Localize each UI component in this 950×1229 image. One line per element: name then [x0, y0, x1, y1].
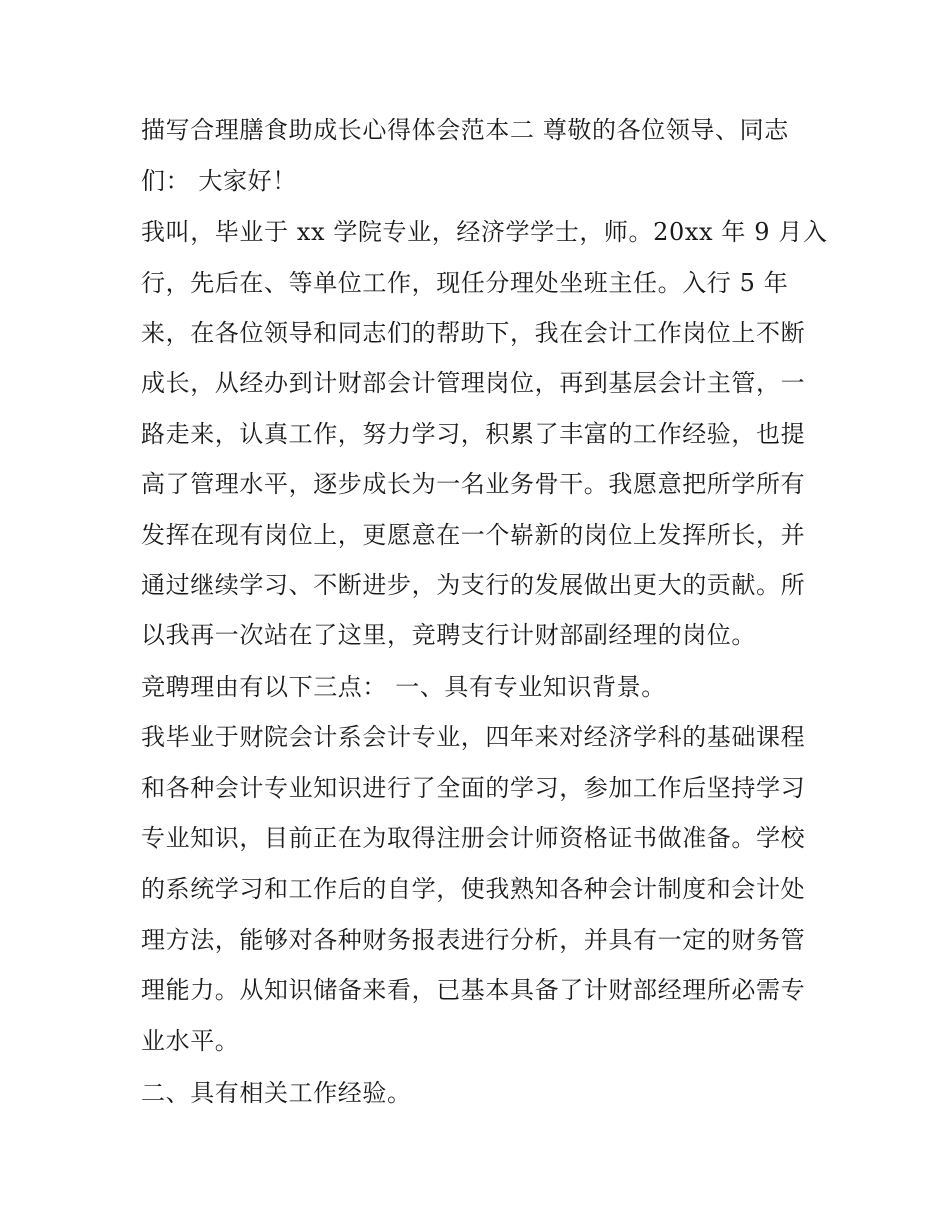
paragraph-line: 以我再一次站在了这里，竞聘支行计财部副经理的岗位。 [141, 621, 756, 649]
paragraph-line: 路走来，认真工作，努力学习，积累了丰富的工作经验，也提 [141, 420, 806, 448]
paragraph-line: 业水平。 [141, 1027, 240, 1055]
paragraph-line: 和各种会计专业知识进行了全面的学习，参加工作后坚持学习 [141, 774, 806, 802]
paragraph-line: 成长，从经办到计财部会计管理岗位，再到基层会计主管，一 [141, 369, 806, 397]
paragraph-line: 我叫，毕业于 xx 学院专业，经济学学士，师。20xx 年 9 月入 [141, 218, 828, 246]
section-heading-line: 二、具有相关工作经验。 [141, 1079, 412, 1107]
title-line: 描写合理膳食助成长心得体会范本二 尊敬的各位领导、同志 [141, 116, 789, 144]
greeting-line: 们： 大家好！ [141, 167, 297, 195]
paragraph-line: 发挥在现有岗位上，更愿意在一个崭新的岗位上发挥所长，并 [141, 521, 806, 549]
paragraph-line: 我毕业于财院会计系会计专业，四年来对经济学科的基础课程 [141, 723, 806, 751]
paragraph-line: 理能力。从知识储备来看，已基本具备了计财部经理所必需专 [141, 976, 806, 1004]
paragraph-line: 行，先后在、等单位工作，现任分理处坐班主任。入行 5 年 [141, 269, 789, 297]
paragraph-line: 理方法，能够对各种财务报表进行分析，并具有一定的财务管 [141, 926, 806, 954]
paragraph-line: 专业知识，目前正在为取得注册会计师资格证书做准备。学校 [141, 824, 806, 852]
paragraph-line: 来，在各位领导和同志们的帮助下，我在会计工作岗位上不断 [141, 319, 806, 347]
section-heading-line: 竞聘理由有以下三点： 一、具有专业知识背景。 [141, 673, 666, 701]
paragraph-line: 通过继续学习、不断进步，为支行的发展做出更大的贡献。所 [141, 571, 806, 599]
paragraph-line: 的系统学习和工作后的自学，使我熟知各种会计制度和会计处 [141, 875, 806, 903]
paragraph-line: 高了管理水平，逐步成长为一名业务骨干。我愿意把所学所有 [141, 470, 806, 498]
